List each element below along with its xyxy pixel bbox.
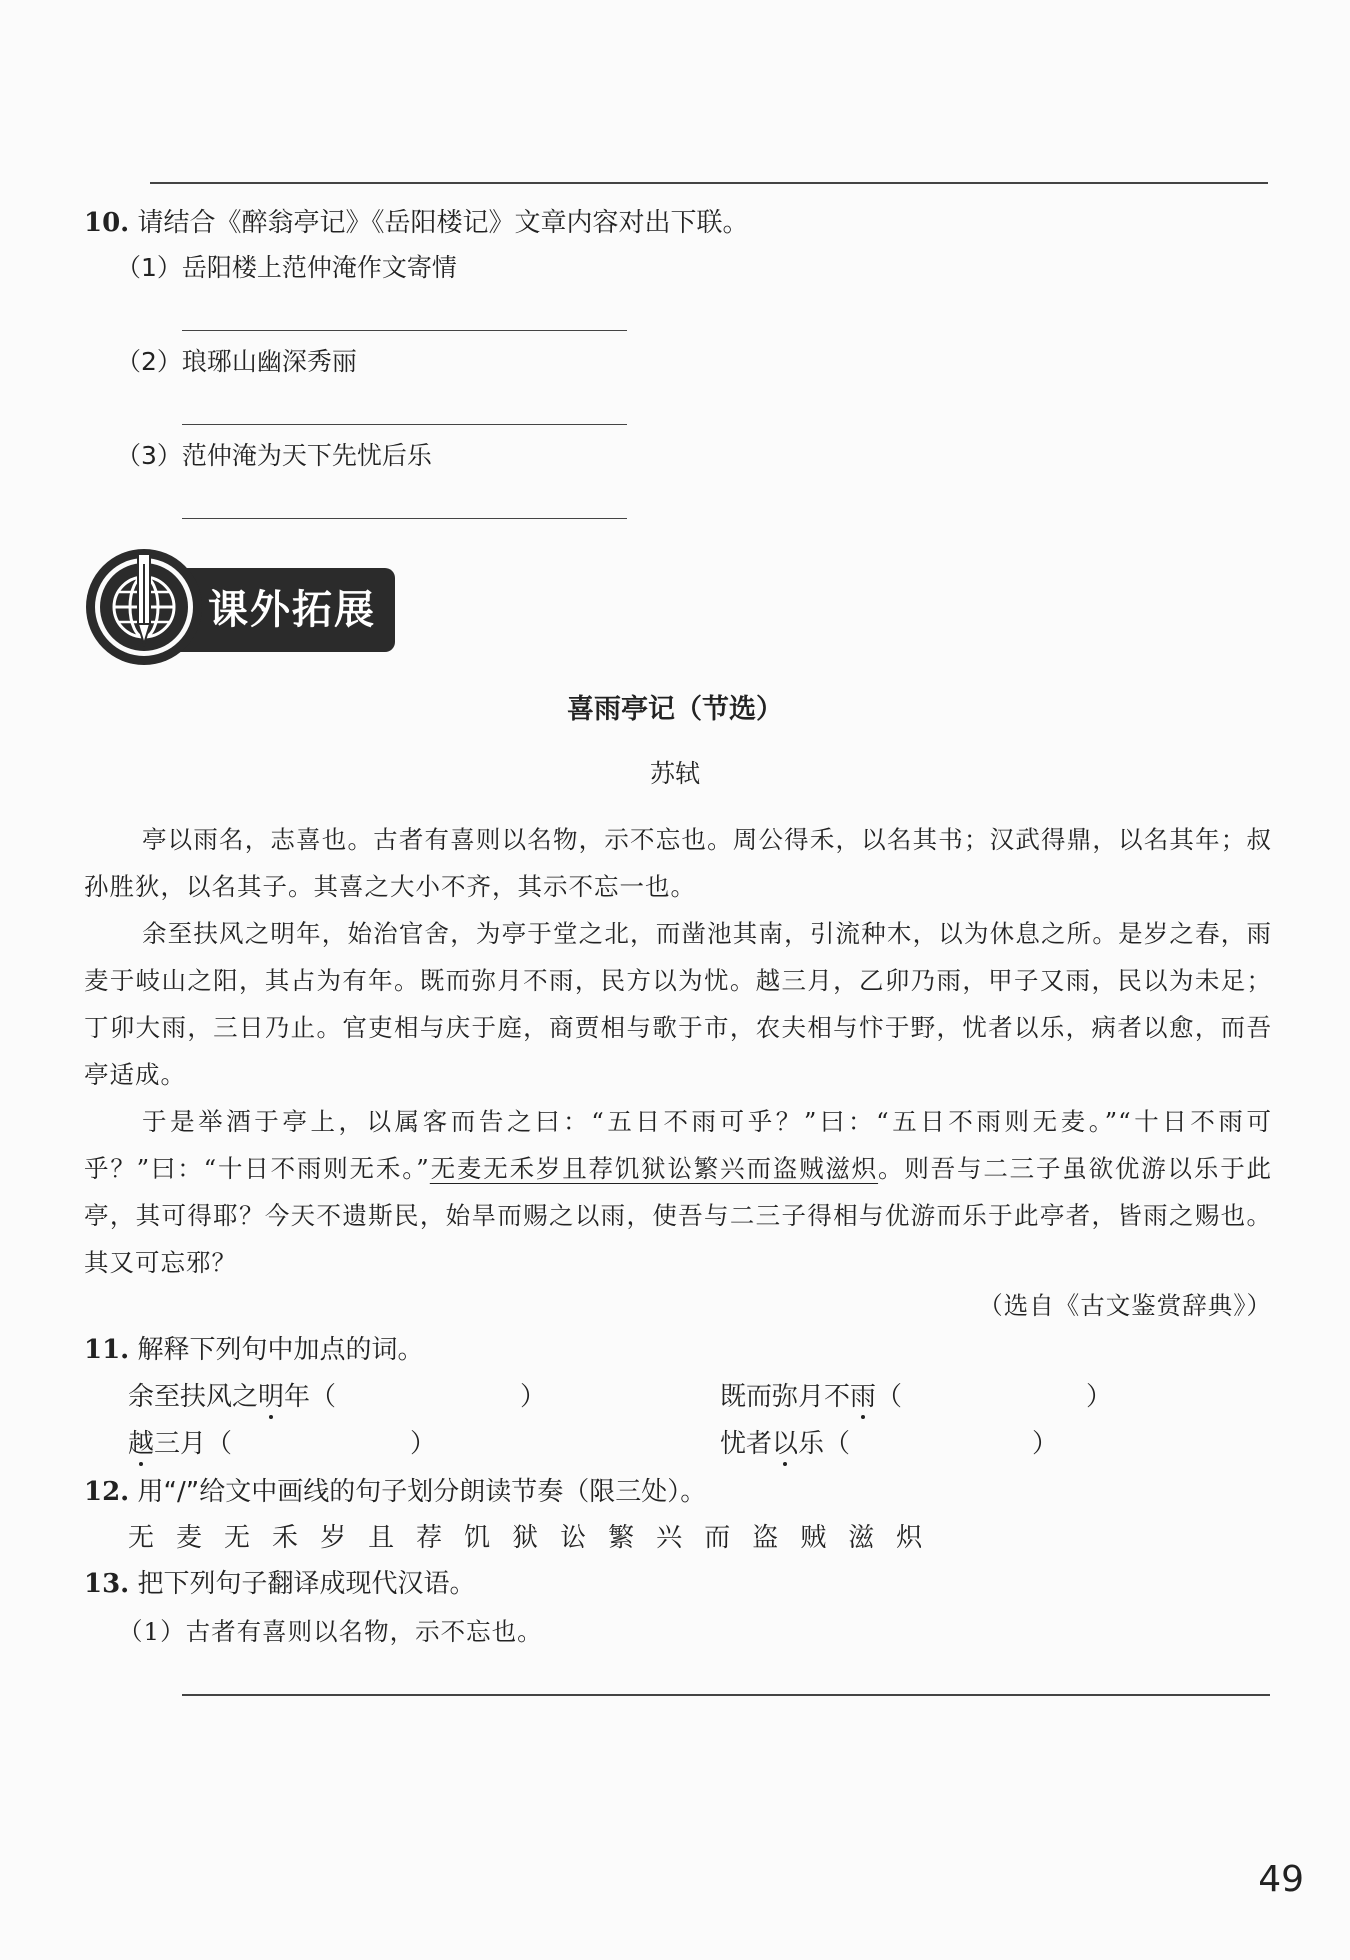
source-citation: （选自《古文鉴赏辞典》）: [978, 1291, 1272, 1320]
rhythm-char[interactable]: 饥: [464, 1523, 491, 1553]
question-10: [84, 207, 749, 239]
question-number: 11.: [84, 1335, 130, 1365]
item-text: 年（: [284, 1382, 337, 1412]
item-text: 岳阳楼上范仲淹作文寄情: [181, 253, 457, 282]
dotted-word: 以: [772, 1429, 799, 1459]
rhythm-char[interactable]: 狱: [512, 1523, 539, 1553]
globe-pen-icon: [82, 540, 206, 670]
q11-close-2: ）: [1086, 1382, 1113, 1412]
rhythm-char[interactable]: 且: [368, 1523, 395, 1553]
item-text: 三月（: [154, 1429, 233, 1459]
q11-item-3: [128, 1428, 232, 1460]
answer-line[interactable]: [182, 1694, 1270, 1696]
item-text: （: [876, 1382, 903, 1412]
underlined-sentence: 无麦无禾岁且荐饥狱讼繁兴而盗贼滋炽: [429, 1154, 879, 1183]
q11-close-1: ）: [520, 1382, 547, 1412]
item-text: 忧者: [720, 1429, 773, 1459]
rhythm-char[interactable]: 而: [704, 1523, 731, 1553]
rhythm-char[interactable]: 讼: [560, 1523, 587, 1553]
q11-close-3: ）: [410, 1429, 437, 1459]
rhythm-char[interactable]: 贼: [800, 1523, 827, 1553]
item-number: （3）: [116, 441, 182, 470]
rhythm-char[interactable]: 盗: [752, 1523, 779, 1553]
dotted-word: 雨: [850, 1382, 877, 1412]
paragraph-3-end: 。则吾与二三子虽欲优游以乐于此亭，其可得耶？今天不遗斯民，始旱而赐之以雨，使吾与二三子得相与优游而乐于此亭者，皆雨之赐也。其又可忘邪？: [84, 1154, 1273, 1277]
question-number: 12.: [84, 1477, 130, 1507]
q11-item-2: [720, 1381, 902, 1413]
rhythm-char[interactable]: 繁: [608, 1523, 635, 1553]
rhythm-char[interactable]: 滋: [848, 1523, 875, 1553]
question-text: 解释下列句中加点的词。: [137, 1335, 424, 1365]
q11-close-4: ）: [1032, 1429, 1059, 1459]
answer-line[interactable]: [182, 424, 627, 425]
q11-item-4: [720, 1428, 850, 1460]
question-number: 13.: [84, 1569, 130, 1599]
question-text: 请结合《醉翁亭记》《岳阳楼记》文章内容对出下联。: [137, 208, 749, 238]
item-text: 乐（: [798, 1429, 851, 1459]
article-body: [84, 816, 1272, 1286]
paragraph-2: 余至扶风之明年，始治官舍，为亭于堂之北，而凿池其南，引流种木，以为休息之所。是岁之春，雨麦于岐山之阳，其占为有年。既而弥月不雨，民方以为忧。越三月，乙卯乃雨，甲子又雨，民以为未足；丁卯大雨，三日乃止。官吏相与庆于庭，商贾相与歌于市，农夫相与忭于野，忧者以乐，病者以愈，而吾亭适成。: [84, 919, 1272, 1089]
section-title: 课外拓展: [208, 587, 376, 633]
paragraph-3: [84, 1098, 1272, 1286]
q11-item-1: [128, 1381, 336, 1413]
q13-item-1: （1）古者有喜则以名物，示不忘也。: [118, 1617, 543, 1646]
answer-line[interactable]: [182, 330, 627, 331]
article-author: 苏轼: [649, 759, 700, 788]
question-number: 10.: [84, 208, 130, 238]
page-number: 49: [1258, 1859, 1304, 1900]
rhythm-char[interactable]: 荐: [416, 1523, 443, 1553]
rhythm-char[interactable]: 无: [224, 1523, 251, 1553]
rhythm-sentence: [128, 1522, 944, 1554]
rhythm-char[interactable]: 禾: [272, 1523, 299, 1553]
item-number: （1）: [116, 253, 182, 282]
answer-line[interactable]: [182, 518, 627, 519]
question-13: [84, 1568, 476, 1600]
paragraph-1: 亭以雨名，志喜也。古者有喜则以名物，示不忘也。周公得禾，以名其书；汉武得鼎，以名其年；叔孙胜狄，以名其子。其喜之大小不齐，其示不忘一也。: [84, 825, 1272, 901]
question-12: [84, 1476, 706, 1508]
dotted-word: 越: [128, 1429, 155, 1459]
question-11: [84, 1334, 424, 1366]
item-number: （2）: [116, 347, 182, 376]
rhythm-char[interactable]: 岁: [320, 1523, 347, 1553]
rhythm-char[interactable]: 兴: [656, 1523, 683, 1553]
q10-item-3: [116, 440, 432, 472]
item-text: 琅琊山幽深秀丽: [181, 347, 357, 376]
answer-line: [150, 182, 1268, 184]
rhythm-char[interactable]: 麦: [176, 1523, 203, 1553]
q10-item-2: [116, 346, 357, 378]
item-text: 范仲淹为天下先忧后乐: [181, 441, 432, 470]
rhythm-char[interactable]: 无: [128, 1523, 155, 1553]
dotted-word: 明: [258, 1382, 285, 1412]
q10-item-1: [116, 252, 457, 284]
question-text: 用“/”给文中画线的句子划分朗读节奏（限三处）。: [137, 1477, 707, 1507]
rhythm-char[interactable]: 炽: [896, 1523, 923, 1553]
article-title: 喜雨亭记（节选）: [567, 694, 783, 725]
question-text: 把下列句子翻译成现代汉语。: [137, 1569, 476, 1599]
item-text: 既而弥月不: [720, 1382, 851, 1412]
paragraph-3-start: 于是举酒于亭上，以属客而告之曰：“五日不雨可乎？”曰：“五日不雨则无麦。”“十日不雨可乎？”曰：“十日不雨则无禾。”: [84, 1107, 1272, 1183]
item-text: 余至扶风之: [128, 1382, 259, 1412]
